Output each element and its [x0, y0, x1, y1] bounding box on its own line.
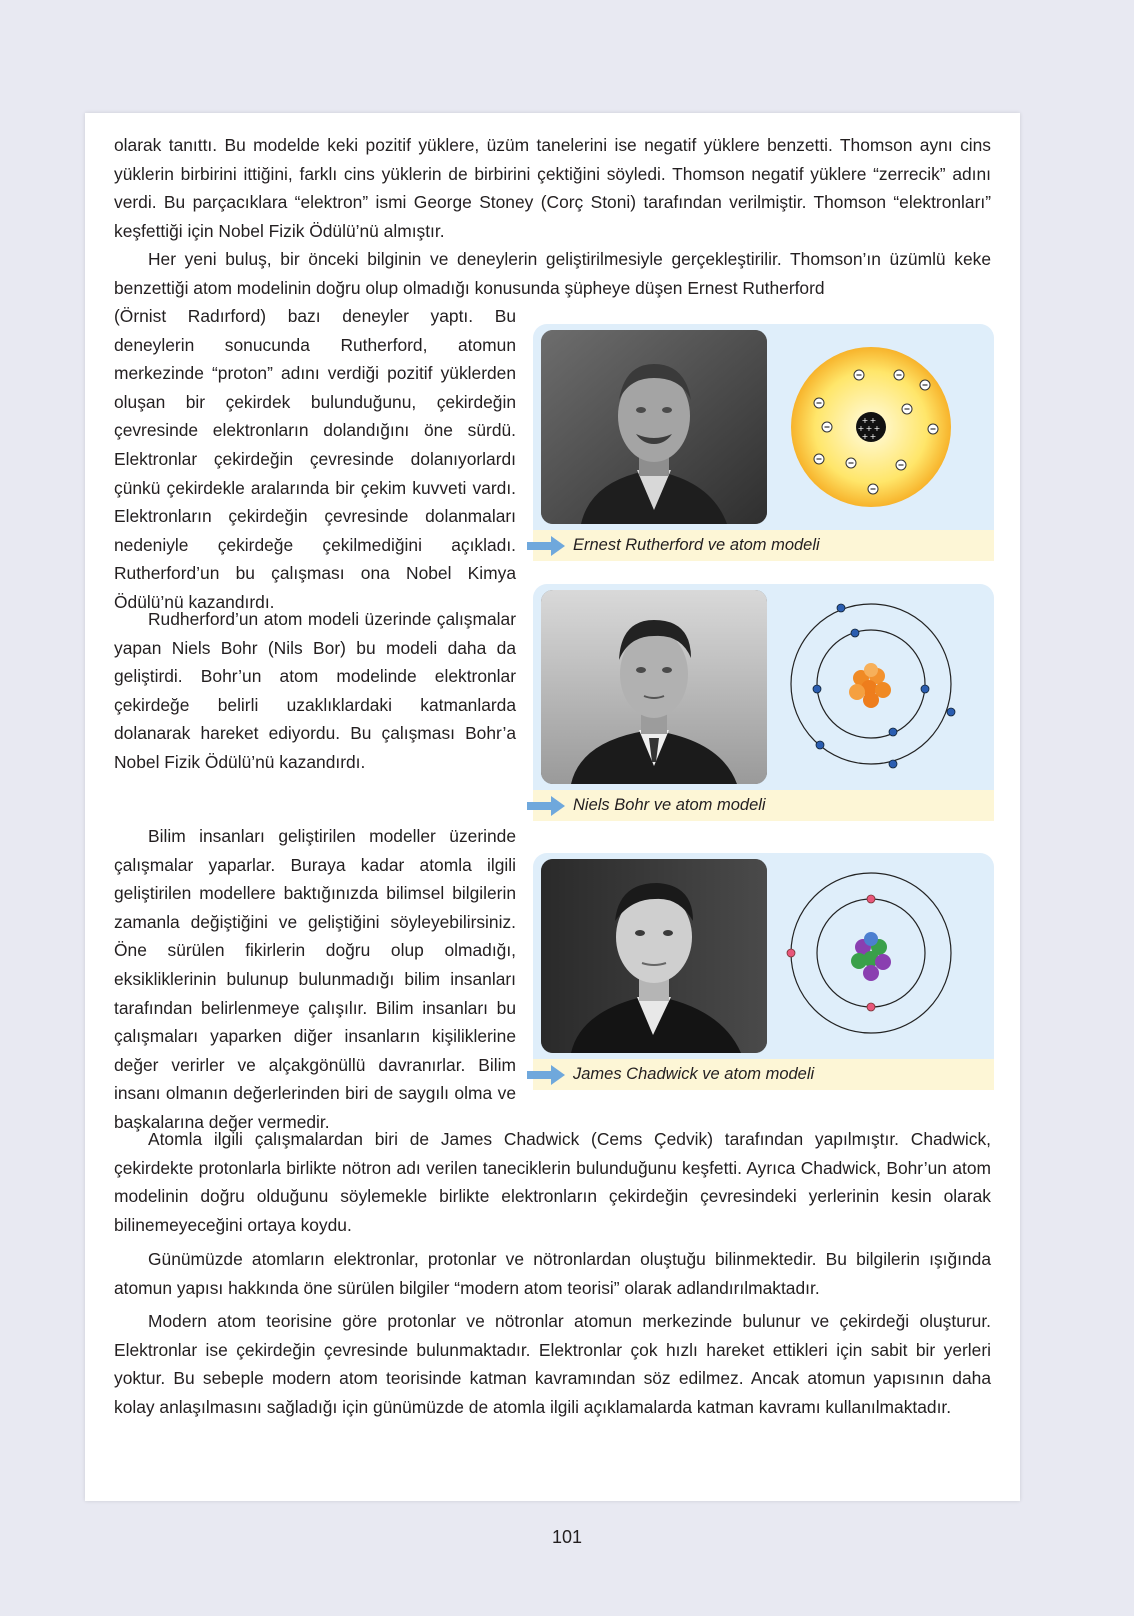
paragraph-bohr: Rudherford’un atom modeli üzerinde çalışmalar yapan Niels Bohr (Nils Bor) bu modeli daha da geliştirdi. Bohr’un atom modelinde elektronlar çekirdeğe belirli uzaklıklardaki katmanlarda dolanarak hareket ediyordu. Bu çalışması Bohr’a Nobel Fizik Ödülü’nü kazandırdı.	[114, 609, 516, 772]
arrow-icon	[527, 534, 567, 558]
bohr-caption: Niels Bohr ve atom modeli	[573, 796, 766, 814]
figure-rutherford	[533, 324, 994, 561]
rutherford-atom-model	[789, 345, 953, 509]
paragraph-rutherford: (Örnist Radırford) bazı deneyler yaptı. Bu deneylerin sonucunda Rutherford, atomun merkezinde “proton” adını verdiği pozitif yüklerden oluşan bir çekirdek bulunduğunu, çekirdeğin çevresinde elektronların dolandığını öne sürdü. Elektronlar çekirdeğin çevresinde dolanıyorlardı çünkü çekirdekle aralarında bir çekim kuvveti vardı. Elektronların çekirdeğin çevresinde dolanmaları nedeniyle çekirdeğe çekilmediğini açıkladı. Rutherford’un bu çalışması ona Nobel Kimya Ödülü’nü kazandırdı.	[114, 306, 516, 612]
svg-text:+: +	[865, 424, 873, 433]
nucleus-icon	[851, 932, 891, 981]
chadwick-photo	[541, 859, 767, 1053]
bohr-atom-model	[785, 598, 957, 770]
paragraph-thomson: olarak tanıttı. Bu modelde keki pozitif yüklere, üzüm tanelerini ise negatif yüklere benzetti. Thomson aynı cins yüklerin birbirini ittiğini, farklı cins yüklerin de birbirini çektiğini söyledi. Thomson negatif yüklere “zerrecik” adını verdi. Bu parçacıklara “elektron” ismi George Stoney (Corç Stoni) tarafından verilmiştir. Thomson “elektronları” keşfettiği için Nobel Fizik Ödülü’nü almıştır.	[114, 135, 991, 241]
chadwick-caption: James Chadwick ve atom modeli	[573, 1065, 815, 1083]
svg-text:+: +	[857, 424, 865, 433]
bohr-caption-bar	[533, 790, 994, 821]
svg-text:+: +	[873, 424, 881, 433]
svg-text:+: +	[869, 416, 877, 425]
rutherford-caption-bar	[533, 530, 994, 561]
page-number: 101	[551, 1527, 583, 1547]
rutherford-caption: Ernest Rutherford ve atom modeli	[573, 536, 820, 554]
svg-text:+: +	[861, 416, 869, 425]
figure-chadwick	[533, 853, 994, 1090]
bohr-photo	[541, 590, 767, 784]
rutherford-photo	[541, 330, 767, 524]
chadwick-caption-bar	[533, 1059, 994, 1090]
svg-text:+: +	[861, 432, 869, 441]
arrow-icon	[527, 794, 567, 818]
textbook-page	[85, 113, 1020, 1501]
paragraph-scientists: Bilim insanları geliştirilen modeller üzerinde çalışmalar yaparlar. Buraya kadar atomla ilgili geliştirilen modellere baktığınızda bilimsel bilgilerin zamanla değiştiğini ve geliştiğini söyleyebilirsiniz. Öne sürülen fikirlerin doğru olup olmadığı, eksikliklerinin bulunup bulunmadığı bilim insanları tarafından belirlenmeye çalışılır. Bilim insanları bu çalışmaları yaparken diğer insanların kişiliklerine değer verirler ve alçakgönüllü davranırlar. Bilim insanı olmanın değerlerinden biri de saygılı olma ve başkalarına değer vermedir.	[114, 826, 516, 1132]
arrow-icon	[527, 1063, 567, 1087]
paragraph-rutherford-intro: Her yeni buluş, bir önceki bilginin ve deneylerin geliştirilmesiyle gerçekleştirilir. Thomson’ın üzümlü keke benzettiği atom modelinin doğru olup olmadığı konusunda şüpheye düşen Ernest Rutherford	[114, 249, 991, 298]
nucleus-icon	[849, 663, 891, 708]
svg-text:+: +	[869, 432, 877, 441]
paragraph-modern-theory-details: Modern atom teorisine göre protonlar ve nötronlar atomun merkezinde bulunur ve çekirdeği oluşturur. Elektronlar ise çekirdeğin çevresinde bulunmaktadır. Elektronlar çok hızlı hareket ettikleri için sabit bir yerleri yoktur. Bu sebeple modern atom teorisinde katman kavramından söz edilmez. Ancak atomun yapısının daha kolay anlaşılmasını sağladığı için günümüzde de atomla ilgili açıklamalarda katman kavramı kullanılmaktadır.	[114, 1311, 991, 1417]
paragraph-modern-theory: Günümüzde atomların elektronlar, protonlar ve nötronlardan oluştuğu bilinmektedir. Bu bilgilerin ışığında atomun yapısı hakkında öne sürülen bilgiler “modern atom teorisi” olarak adlandırılmaktadır.	[114, 1249, 991, 1298]
paragraph-chadwick: Atomla ilgili çalışmalardan biri de James Chadwick (Cems Çedvik) tarafından yapılmıştır. Chadwick, çekirdekte protonlarla birlikte nötron adı verilen taneciklerin bulunduğunu keşfetti. Ayrıca Chadwick, Bohr’un atom modelinin doğru olduğunu söylemekle birlikte elektronların çekirdeğin çevresindeki yerlerinin kesin olarak bilinemeyeceğini ortaya koydu.	[114, 1129, 991, 1235]
figure-bohr	[533, 584, 994, 821]
chadwick-atom-model	[785, 867, 957, 1039]
